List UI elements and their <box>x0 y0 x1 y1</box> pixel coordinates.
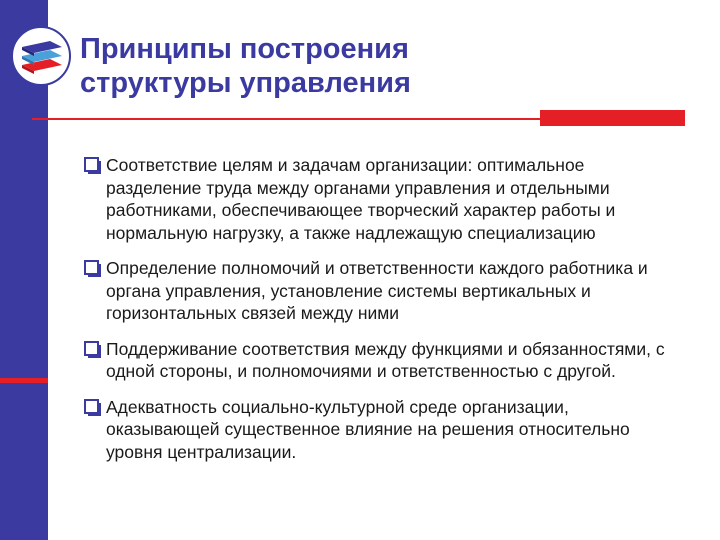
bullet-text: Соответствие целям и задачам организации: оптимальное разделение труда между органами управления и отдельными работниками, обеспечивающее творческий характер работы и нормальную нагрузку, а также надлежащую специализацию <box>106 155 616 243</box>
bullet-text: Определение полномочий и ответственности каждого работника и органа управления, установление системы вертикальных и горизонтальных связей между ними <box>106 258 648 323</box>
checkbox-bullet-icon <box>84 157 99 172</box>
bullet-list <box>84 154 674 476</box>
title-underline <box>32 118 540 120</box>
bullet-text: Адекватность социально-культурной среде организации, оказывающей существенное влияние на решения относительно уровня централизации. <box>106 396 630 462</box>
books-logo-icon <box>10 25 72 87</box>
side-accent-red-strip <box>0 378 48 383</box>
list-item <box>84 396 674 464</box>
checkbox-bullet-icon <box>84 260 99 275</box>
list-item <box>84 257 674 325</box>
checkbox-bullet-icon <box>84 399 99 414</box>
slide-title: Принципы построения структуры управления <box>80 33 411 99</box>
checkbox-bullet-icon <box>84 341 99 356</box>
list-item <box>84 338 674 383</box>
list-item <box>84 154 674 244</box>
bullet-text: Поддерживание соответствия между функциями и обязанностями, с одной стороны, и полномочиями и ответственностью с другой. <box>106 338 665 381</box>
title-underline-accent <box>540 110 685 126</box>
